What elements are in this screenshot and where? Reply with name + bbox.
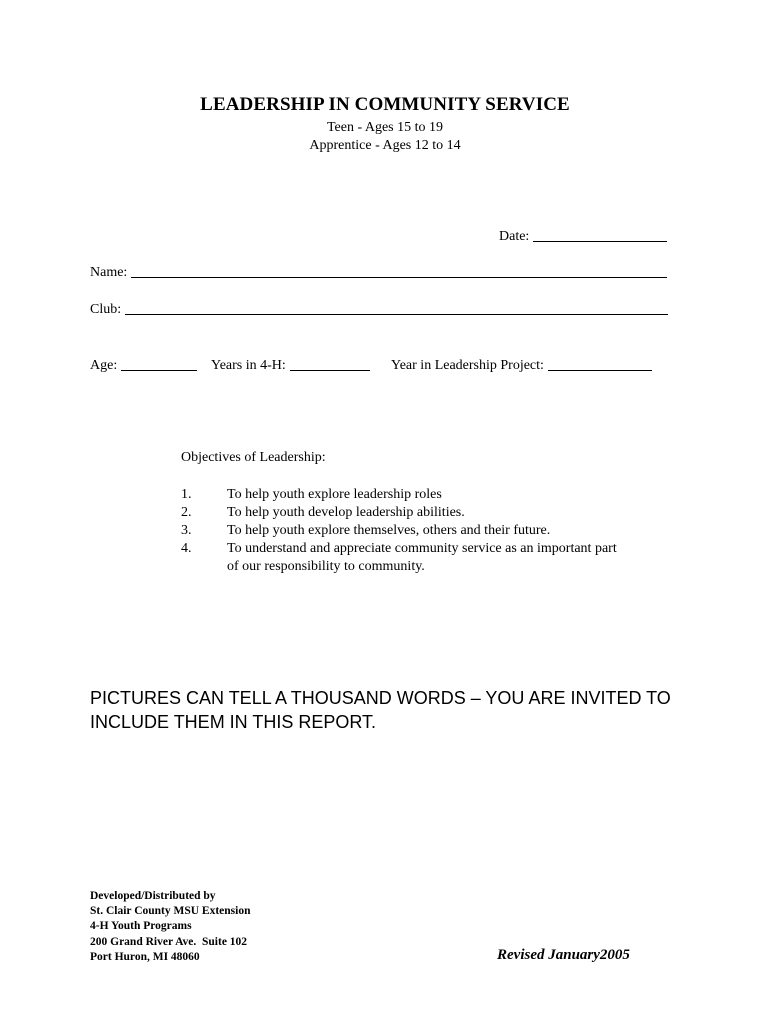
objectives-list [181, 486, 647, 576]
years-in-4h-field[interactable] [211, 358, 370, 374]
footer-line: St. Clair County MSU Extension [90, 905, 251, 918]
subtitle-apprentice: Apprentice - Ages 12 to 14 [309, 138, 461, 153]
pictures-notice: PICTURES CAN TELL A THOUSAND WORDS – YOU ARE INVITED TO INCLUDE THEM IN THIS REPORT. [90, 688, 671, 732]
age-field[interactable] [90, 358, 197, 374]
objectives-heading: Objectives of Leadership: [181, 450, 326, 465]
years-in-4h-label: Years in 4-H: [211, 358, 286, 373]
list-item-number: 4. [181, 541, 192, 556]
date-field[interactable] [499, 229, 667, 245]
years-in-4h-blank-line[interactable] [290, 369, 370, 371]
list-item [181, 486, 647, 504]
footer-credits [90, 889, 251, 965]
list-item-number: 3. [181, 523, 192, 538]
footer-line: 200 Grand River Ave. Suite 102 [90, 935, 248, 948]
list-item-text: To help youth explore themselves, others and their future. [227, 523, 551, 538]
leadership-year-label: Year in Leadership Project: [391, 358, 544, 373]
club-label: Club: [90, 302, 122, 317]
footer-line: Developed/Distributed by [90, 890, 216, 902]
list-item [181, 504, 647, 522]
name-label: Name: [90, 265, 128, 280]
subtitle-teen: Teen - Ages 15 to 19 [326, 120, 444, 135]
leadership-year-blank-line[interactable] [548, 369, 652, 371]
club-blank-line[interactable] [125, 313, 668, 315]
list-item-text: To help youth explore leadership roles [227, 487, 442, 502]
name-blank-line[interactable] [131, 276, 667, 278]
list-item-number: 2. [181, 505, 192, 520]
footer-line: Port Huron, MI 48060 [90, 950, 200, 963]
footer-line: 4-H Youth Programs [90, 920, 192, 933]
leadership-year-field[interactable] [391, 358, 652, 374]
club-field[interactable] [90, 302, 668, 318]
list-item-number: 1. [181, 487, 192, 502]
list-item [181, 540, 647, 576]
list-item [181, 522, 647, 540]
name-field[interactable] [90, 265, 667, 281]
revision-date: Revised January2005 [497, 947, 630, 963]
list-item-text: To understand and appreciate community service as an important part of our responsibility to community. [227, 541, 617, 574]
date-blank-line[interactable] [533, 240, 667, 242]
date-label: Date: [499, 229, 530, 244]
document-title: LEADERSHIP IN COMMUNITY SERVICE [200, 94, 570, 115]
list-item-text: To help youth develop leadership abilities. [227, 505, 465, 520]
age-blank-line[interactable] [121, 369, 197, 371]
age-label: Age: [90, 358, 118, 373]
